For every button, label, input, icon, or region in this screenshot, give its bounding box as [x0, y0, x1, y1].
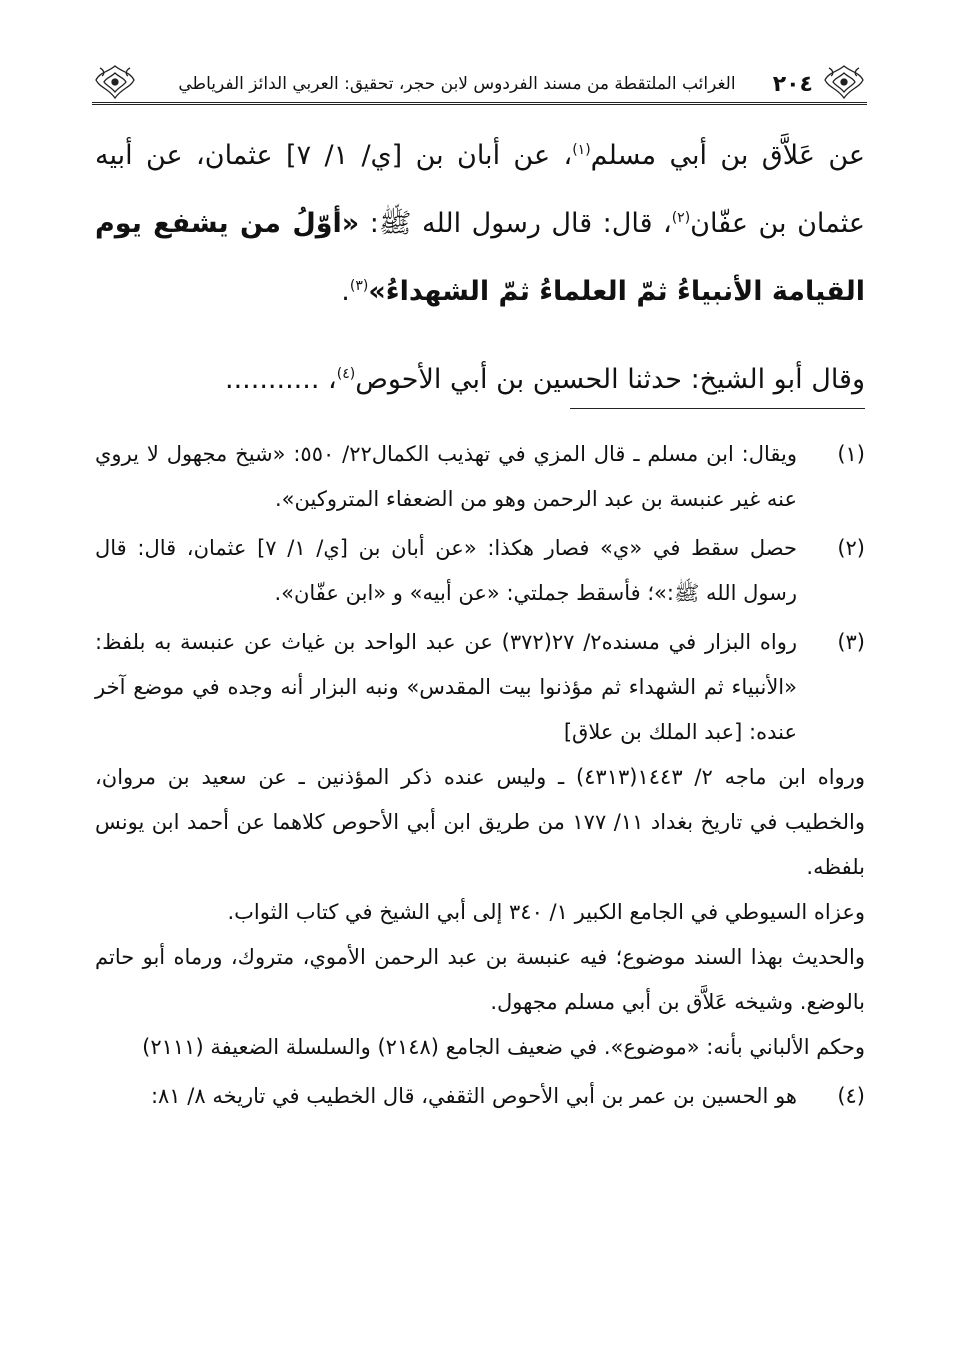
- isnad-text: ، عن أبان بن [ي/ ١/ ٧] عثمان، عن أبيه عثمان بن عفّان: [95, 140, 866, 239]
- footnote-ref[interactable]: (٢): [671, 210, 691, 226]
- footnote-number: (١): [837, 442, 865, 466]
- isnad-text: عن عَلاَّق بن أبي مسلم: [590, 140, 865, 171]
- header-rule: [92, 102, 867, 105]
- footnote-continuation: ورواه ابن ماجه ٢/ ١٤٤٣(٤٣١٣) ـ وليس عنده ذكر المؤذنين ـ عن سعيد بن مروان، والخطيب في تاريخ بغداد ١١/ ١٧٧ من طريق ابن أبي الأحوص كلاهما عن أحمد ابن يونس بلفظه.: [95, 765, 865, 879]
- footnote-number: (٤): [837, 1084, 865, 1108]
- footnote-text: حصل سقط في «ي» فصار هكذا: «عن أبان بن [ي/ ١/ ٧] عثمان، قال: قال رسول الله ﷺ:»؛ فأسقط جملتي: «عن أبيه» و «ابن عفّان».: [95, 536, 797, 605]
- hadith-paragraph: [95, 122, 865, 326]
- hadith-text: «أوّلُ من يشفع يوم القيامة الأنبياءُ ثمّ العلماءُ ثمّ الشهداءُ»: [95, 208, 865, 307]
- isnad-text: وقال أبو الشيخ: حدثنا الحسين بن أبي الأحوص: [355, 364, 865, 395]
- isnad-text: ، ...........: [225, 364, 337, 395]
- footnote-item: [95, 526, 865, 616]
- isnad-paragraph: [95, 346, 865, 414]
- footnote-ref[interactable]: (١): [572, 142, 591, 158]
- footnote-number: (٢): [837, 536, 865, 560]
- footnote-item: [95, 432, 865, 522]
- footnote-number: (٣): [837, 630, 865, 654]
- floral-ornament-icon: [821, 62, 867, 102]
- page-number: ٢٠٤: [772, 72, 813, 97]
- floral-ornament-icon: [92, 62, 138, 102]
- footnote-separator: [570, 408, 865, 409]
- main-text: [95, 122, 865, 414]
- isnad-text: ، قال: قال رسول الله ﷺ:: [359, 208, 672, 239]
- footnote-item: [95, 620, 865, 1070]
- paragraph-gap: [95, 326, 865, 346]
- footnote-text: ويقال: ابن مسلم ـ قال المزي في تهذيب الكمال٢٢/ ٥٥٠: «شيخ مجهول لا يروي عنه غير عنبسة بن عبد الرحمن وهو من الضعفاء المتروكين».: [95, 442, 797, 511]
- footnote-text: رواه البزار في مسنده٢/ ٢٧(٣٧٢) عن عبد الواحد بن غياث عن عنبسة به بلفظ: «الأنبياء ثم الشهداء ثم مؤذنوا بيت المقدس» ونبه البزار أنه وجده في موضع آخر عنده: [عبد الملك بن علاق]: [95, 630, 797, 744]
- running-title: الغرائب الملتقطة من مسند الفردوس لابن حجر، تحقيق: العربي الدائز الفرياطي: [178, 74, 736, 94]
- isnad-text: .: [341, 276, 350, 307]
- footnote-text: هو الحسين بن عمر بن أبي الأحوص الثقفي، قال الخطيب في تاريخه ٨/ ٨١:: [150, 1084, 797, 1108]
- footnote-continuation: والحديث بهذا السند موضوع؛ فيه عنبسة بن عبد الرحمن الأموي، متروك، ورماه أبو حاتم بالوضع. وشيخه عَلاَّق بن أبي مسلم مجهول.: [95, 945, 865, 1014]
- page-header: [92, 58, 867, 108]
- footnote-item: [95, 1074, 865, 1119]
- footnotes: [95, 432, 865, 1123]
- footnote-continuation: وحكم الألباني بأنه: «موضوع». في ضعيف الجامع (٢١٤٨) والسلسلة الضعيفة (٢١١١): [142, 1035, 865, 1059]
- footnote-continuation: وعزاه السيوطي في الجامع الكبير ١/ ٣٤٠ إلى أبي الشيخ في كتاب الثواب.: [227, 900, 865, 924]
- footnote-ref[interactable]: (٣): [349, 278, 369, 294]
- footnote-ref[interactable]: (٤): [336, 366, 356, 382]
